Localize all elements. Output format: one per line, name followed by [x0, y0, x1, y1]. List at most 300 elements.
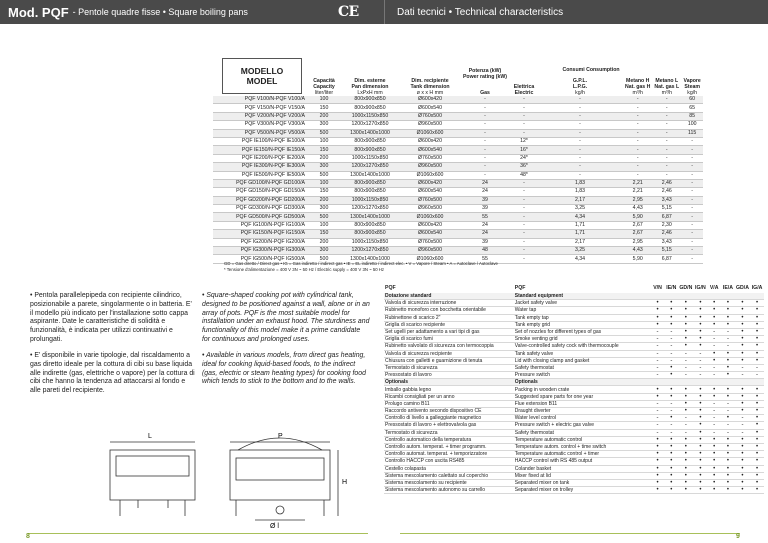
description-en-2: • Available in various models, from direct gas heating, ideal for cooking liquid-based foods, to the indirect (gas, electric or steam heating types) for cooking food which tends to stick to the bottom and to the walls. — [202, 352, 366, 386]
feature-mark: • — [678, 436, 693, 443]
gpl-header: Consumi Consumption G.P.L. L.P.G. kg/h — [562, 67, 620, 96]
feature-mark: - — [664, 357, 678, 364]
feature-en: Mixer fixed at lid — [514, 472, 651, 479]
feature-mark: - — [707, 372, 721, 379]
cell-st: 115 — [681, 129, 703, 137]
feature-mark: • — [664, 443, 678, 450]
cell-model: PQF GD200/N-PQF GD200/A — [213, 196, 309, 204]
cell-model: PQF V100/N-PQF V100/A — [213, 96, 309, 104]
table-row — [213, 247, 703, 255]
feature-mark: • — [651, 321, 665, 328]
feature-mark: • — [693, 436, 707, 443]
feature-mark: • — [664, 472, 678, 479]
feature-mark: - — [750, 372, 764, 379]
feature-en: Optionals — [514, 379, 651, 386]
cell-ml: - — [652, 163, 681, 171]
feature-row — [384, 343, 764, 350]
cell-tank: Ø1060x600 — [401, 255, 459, 263]
cell-st: 85 — [681, 112, 703, 120]
table-row — [213, 205, 703, 213]
feature-mark: • — [664, 436, 678, 443]
cell-st: - — [681, 154, 703, 162]
feature-row — [384, 379, 764, 386]
feature-mark: • — [750, 472, 764, 479]
cell-model: PQF IE300/N-PQF IE300/A — [213, 163, 309, 171]
feature-mark: • — [651, 393, 665, 400]
cell-el: - — [511, 230, 537, 238]
cell-ml: - — [652, 146, 681, 154]
features-table — [384, 283, 764, 494]
feature-mark: • — [750, 429, 764, 436]
cell-tank: Ø600x540 — [401, 104, 459, 112]
feature-it: Controllo automat. temperat. + temporizzatore — [384, 451, 514, 458]
feature-mark: • — [651, 314, 665, 321]
cell-ml: - — [652, 129, 681, 137]
feature-mark: - — [651, 328, 665, 335]
cell-dim: 800x900x850 — [339, 146, 401, 154]
feature-mark: - — [651, 408, 665, 415]
cell-model: PQF IE200/N-PQF IE200/A — [213, 154, 309, 162]
cell-st: - — [681, 238, 703, 246]
cell-dim: 1300x1400x1000 — [339, 129, 401, 137]
dims-header: Dim. esterne Pan dimension LxPxH mm — [351, 78, 389, 96]
cell-dim: 1000x1150x850 — [339, 112, 401, 120]
table-row — [213, 188, 703, 196]
cell-el: - — [511, 179, 537, 187]
cell-mh: 4,43 — [623, 247, 652, 255]
header-subtitle: - Pentole quadre fisse • Square boiling pans — [72, 7, 248, 17]
table-row — [213, 163, 703, 171]
cell-dim: 800x900x850 — [339, 179, 401, 187]
cell-mh: - — [623, 137, 652, 145]
feature-mark: - — [678, 429, 693, 436]
feature-mark: • — [678, 443, 693, 450]
feature-mark — [735, 293, 750, 300]
gas-header: Potenza (kW) Power rating (kW) Gas — [462, 68, 508, 96]
feature-mark: • — [693, 479, 707, 486]
feature-row — [384, 479, 764, 486]
version-header: IG/A — [751, 285, 763, 291]
cell-ml: - — [652, 137, 681, 145]
cell-ml: 2,46 — [652, 179, 681, 187]
cell-dim: 800x900x850 — [339, 96, 401, 104]
cell-ml: 6,87 — [652, 213, 681, 221]
feature-en: Standard equipment — [514, 293, 651, 300]
feature-mark: • — [693, 393, 707, 400]
feature-mark: • — [707, 386, 721, 393]
feature-mark: • — [721, 372, 735, 379]
feature-mark — [707, 293, 721, 300]
feature-mark: - — [735, 429, 750, 436]
cell-tank: Ø1060x600 — [401, 129, 459, 137]
cell-dim: 1300x1400x1000 — [339, 171, 401, 179]
feature-row — [384, 487, 764, 494]
model-box — [222, 58, 302, 94]
feature-mark: • — [721, 321, 735, 328]
feature-mark: - — [664, 408, 678, 415]
feature-mark: - — [735, 364, 750, 371]
cell-model: PQF V150/N-PQF V150/A — [213, 104, 309, 112]
feature-row — [384, 393, 764, 400]
feature-en: Colander basket — [514, 465, 651, 472]
version-header: IE/N — [666, 285, 677, 291]
feature-mark: • — [707, 357, 721, 364]
cell-cap: 500 — [309, 255, 339, 263]
cell-gpl: - — [537, 146, 623, 154]
cell-el: - — [511, 121, 537, 129]
feature-mark: - — [735, 422, 750, 429]
feature-row — [384, 357, 764, 364]
feature-mark — [651, 379, 665, 386]
cell-gas: 55 — [459, 213, 511, 221]
side-view-outline — [110, 450, 195, 500]
feature-en: Set of nozzles for different types of gas — [514, 328, 651, 335]
feature-it: Prolugo camino B11 — [384, 400, 514, 407]
header-title: Mod. PQF — [8, 4, 69, 20]
feature-mark: • — [664, 314, 678, 321]
footer-rule-right — [400, 533, 740, 534]
cell-tank: Ø600x420 — [401, 96, 459, 104]
feature-en: Safety thermostat — [514, 429, 651, 436]
feature-mark: • — [721, 443, 735, 450]
feature-en: Water tap — [514, 307, 651, 314]
feature-mark: • — [664, 479, 678, 486]
cell-st: - — [681, 247, 703, 255]
feature-mark: • — [664, 300, 678, 307]
feature-it: Rubinetto valvolato di sicurezza con termocoppia — [384, 343, 514, 350]
feature-mark: • — [707, 300, 721, 307]
feature-mark: - — [721, 422, 735, 429]
feature-mark: • — [707, 307, 721, 314]
feature-mark: - — [651, 400, 665, 407]
feature-row — [384, 364, 764, 371]
drawing-label-h: H — [342, 479, 348, 486]
feature-row — [384, 436, 764, 443]
feature-mark: - — [678, 350, 693, 357]
cell-ml: - — [652, 154, 681, 162]
feature-mark: • — [750, 300, 764, 307]
feature-mark: • — [693, 343, 707, 350]
cell-gpl: 2,17 — [537, 196, 623, 204]
cell-gas: 55 — [459, 255, 511, 263]
cell-dim: 800x900x850 — [339, 230, 401, 238]
feature-mark: • — [750, 321, 764, 328]
cell-st: - — [681, 137, 703, 145]
feature-mark — [750, 293, 764, 300]
feature-mark: - — [707, 400, 721, 407]
feature-mark: • — [664, 458, 678, 465]
cell-ml: - — [652, 104, 681, 112]
cell-gas: - — [459, 146, 511, 154]
cell-dim: 800x900x850 — [339, 188, 401, 196]
cell-st: 60 — [681, 96, 703, 104]
feature-row — [384, 336, 764, 343]
feature-mark: • — [664, 487, 678, 494]
feature-mark: • — [735, 472, 750, 479]
cell-cap: 500 — [309, 213, 339, 221]
cell-gas: 24 — [459, 179, 511, 187]
cell-dim: 1200x1270x850 — [339, 205, 401, 213]
feature-mark — [693, 293, 707, 300]
cell-el: - — [511, 238, 537, 246]
feature-mark: • — [707, 443, 721, 450]
cell-cap: 100 — [309, 137, 339, 145]
cell-gpl: - — [537, 129, 623, 137]
cell-gas: 39 — [459, 238, 511, 246]
cell-cap: 200 — [309, 238, 339, 246]
cell-gpl: 1,83 — [537, 179, 623, 187]
feature-en: Pressure switch — [514, 372, 651, 379]
cell-mh: 2,67 — [623, 221, 652, 229]
cell-model: PQF IG500/N-PQF IG500/A — [213, 255, 309, 263]
feature-mark: - — [651, 429, 665, 436]
cell-mh: - — [623, 154, 652, 162]
cell-st: - — [681, 230, 703, 238]
feature-it: Valvola di sicurezza interruzione — [384, 300, 514, 307]
front-view-outline — [230, 450, 330, 500]
feature-mark: • — [678, 472, 693, 479]
technical-drawing — [30, 428, 370, 528]
feature-mark: • — [721, 458, 735, 465]
feature-mark: • — [693, 458, 707, 465]
feature-mark: • — [693, 408, 707, 415]
feature-mark: - — [664, 343, 678, 350]
feature-mark: • — [651, 472, 665, 479]
cell-ml: 5,15 — [652, 247, 681, 255]
feature-mark: • — [693, 451, 707, 458]
cell-model: PQF GD300/N-PQF GD300/A — [213, 205, 309, 213]
cell-gas: - — [459, 171, 511, 179]
feature-mark: - — [664, 328, 678, 335]
cell-st: - — [681, 221, 703, 229]
feature-mark: • — [750, 451, 764, 458]
feature-mark: • — [678, 479, 693, 486]
cell-el: - — [511, 221, 537, 229]
feature-mark: - — [664, 336, 678, 343]
feature-en: Flue extension B11 — [514, 400, 651, 407]
feature-row — [384, 458, 764, 465]
cell-el: 12* — [511, 137, 537, 145]
cell-st: - — [681, 205, 703, 213]
cell-model: PQF V200/N-PQF V200/A — [213, 112, 309, 120]
feature-mark: - — [693, 364, 707, 371]
cell-dim: 1200x1270x850 — [339, 247, 401, 255]
feature-mark: • — [678, 386, 693, 393]
feature-it: Sistema mescolamento su recipiente — [384, 479, 514, 486]
feature-it: Termostato di sicurezza — [384, 364, 514, 371]
feature-mark: • — [693, 422, 707, 429]
feature-it: Sistema mescolamento calettato sul coperchio — [384, 472, 514, 479]
electric-header: Elettrica Electric — [513, 84, 535, 96]
feature-mark: • — [735, 321, 750, 328]
version-header: IE/A — [722, 285, 733, 291]
cell-tank: Ø600x420 — [401, 221, 459, 229]
feature-it: Controllo automatico della temperatura — [384, 436, 514, 443]
feature-mark: • — [750, 422, 764, 429]
feature-mark — [721, 293, 735, 300]
feature-mark: • — [651, 300, 665, 307]
feature-mark: - — [678, 372, 693, 379]
feature-it: Griglia di scarico fumi — [384, 336, 514, 343]
feature-mark: • — [735, 479, 750, 486]
cell-st: 65 — [681, 104, 703, 112]
feature-mark: • — [721, 357, 735, 364]
cell-tank: Ø960x500 — [401, 205, 459, 213]
legend-line-1: GD = Gas diretto / Direct gas • IG = Gas indiretto / indirect gas • IE = EL indiretto / indirect elec. • V = Vapore / Steam • A = Autoclave / Autoclave — [224, 261, 498, 266]
feature-mark: - — [721, 343, 735, 350]
feature-mark: • — [678, 336, 693, 343]
tank-header: Dim. recipiente Tank dimension ø x x H mm — [410, 78, 450, 96]
feature-mark: - — [707, 364, 721, 371]
feature-mark: • — [721, 350, 735, 357]
cell-tank: Ø960x500 — [401, 247, 459, 255]
feature-it: Cestello colapasta — [384, 465, 514, 472]
cell-mh: 5,90 — [623, 255, 652, 263]
feature-mark: - — [651, 350, 665, 357]
cell-cap: 200 — [309, 196, 339, 204]
feature-it: Controllo autom. temperat. + timer programm. — [384, 443, 514, 450]
feature-mark: - — [707, 328, 721, 335]
cell-ml: - — [652, 121, 681, 129]
cell-gas: 24 — [459, 221, 511, 229]
feature-mark: - — [678, 415, 693, 422]
feature-it: Termostato di sicurezza — [384, 429, 514, 436]
feature-mark: • — [693, 314, 707, 321]
feature-mark: • — [664, 372, 678, 379]
features-head-it: PQF — [385, 285, 396, 291]
feature-mark: • — [750, 487, 764, 494]
feature-mark: - — [693, 350, 707, 357]
feature-mark: • — [678, 465, 693, 472]
cell-ml: 2,46 — [652, 188, 681, 196]
feature-mark: • — [750, 400, 764, 407]
description-en-1: • Square-shaped cooking pot with cylindrical tank, designed to be positioned against a wall, alone or in an array of pots. PQF is the most suitable model for installation under an exhaust hood. The sturdiness and functionality of this model make it a prime candidate for continuous and prolonged uses. — [202, 292, 370, 343]
feature-row — [384, 386, 764, 393]
feature-mark — [664, 293, 678, 300]
cell-dim: 1200x1270x850 — [339, 121, 401, 129]
cell-model: PQF GD500/N-PQF GD500/A — [213, 213, 309, 221]
version-header: V/N — [653, 285, 662, 291]
cell-cap: 500 — [309, 129, 339, 137]
methane-l-header: Metano L Nat. gas L m³/h — [654, 78, 680, 96]
cell-mh: - — [623, 129, 652, 137]
feature-mark: • — [693, 472, 707, 479]
cell-gpl: - — [537, 171, 623, 179]
cell-st: - — [681, 255, 703, 263]
features-head-en: PQF — [514, 285, 526, 291]
version-header: IG/N — [695, 285, 706, 291]
feature-mark — [721, 379, 735, 386]
page-number-left: 8 — [26, 533, 30, 540]
cell-gpl: - — [537, 121, 623, 129]
feature-mark: • — [707, 350, 721, 357]
cell-ml: 3,43 — [652, 238, 681, 246]
cell-cap: 100 — [309, 96, 339, 104]
legend-line-2: * Tensione d'alimentazione = 400 V 3N ~ 50 Hz / Electric supply = 400 V 3N ~ 50 Hz — [224, 266, 385, 272]
feature-mark: - — [651, 357, 665, 364]
feature-mark: • — [651, 386, 665, 393]
feature-mark: • — [721, 300, 735, 307]
table-row — [213, 221, 703, 229]
cell-model: PQF IG100/N-PQF IG100/A — [213, 221, 309, 229]
cell-dim: 1000x1150x850 — [339, 238, 401, 246]
drawing-label-dia: Ø l — [270, 523, 279, 528]
feature-mark: • — [721, 487, 735, 494]
feature-mark: • — [721, 472, 735, 479]
feature-mark: • — [735, 436, 750, 443]
feature-mark: - — [678, 364, 693, 371]
feature-mark: • — [750, 408, 764, 415]
table-row — [213, 196, 703, 204]
feature-mark: • — [664, 393, 678, 400]
cell-mh: - — [623, 171, 652, 179]
feature-mark: • — [735, 451, 750, 458]
feature-en: Safety thermostat — [514, 364, 651, 371]
table-row — [213, 137, 703, 145]
feature-row — [384, 307, 764, 314]
feature-mark: - — [721, 336, 735, 343]
cell-tank: Ø600x540 — [401, 188, 459, 196]
cell-mh: 4,43 — [623, 205, 652, 213]
feature-mark: - — [707, 336, 721, 343]
feature-mark: • — [721, 386, 735, 393]
feature-mark: • — [735, 400, 750, 407]
cell-model: PQF V500/N-PQF V500/A — [213, 129, 309, 137]
feature-mark: • — [693, 336, 707, 343]
feature-row — [384, 400, 764, 407]
cell-gpl: - — [537, 163, 623, 171]
table-row — [213, 179, 703, 187]
feature-mark: • — [707, 314, 721, 321]
feature-mark: - — [707, 422, 721, 429]
feature-mark: • — [693, 487, 707, 494]
cell-st: - — [681, 163, 703, 171]
cell-st: - — [681, 179, 703, 187]
feature-it: Optionals — [384, 379, 514, 386]
feature-mark: • — [750, 386, 764, 393]
cell-model: PQF GD100/N-PQF GD100/A — [213, 179, 309, 187]
feature-mark: • — [693, 443, 707, 450]
feature-mark: • — [693, 307, 707, 314]
feature-mark: - — [707, 343, 721, 350]
cell-st: 100 — [681, 121, 703, 129]
cell-dim: 1300x1400x1000 — [339, 213, 401, 221]
feature-mark: • — [651, 487, 665, 494]
feature-en: Temperature automatic control + timer — [514, 451, 651, 458]
cell-tank: Ø600x540 — [401, 146, 459, 154]
feature-mark: • — [707, 479, 721, 486]
cell-model: PQF IG200/N-PQF IG200/A — [213, 238, 309, 246]
feature-mark: • — [735, 328, 750, 335]
cell-mh: - — [623, 104, 652, 112]
cell-el: - — [511, 255, 537, 263]
power-group-header: Potenza (kW) Power rating (kW) — [462, 68, 508, 80]
feature-mark: • — [707, 472, 721, 479]
page-number-right: 9 — [736, 533, 740, 540]
cell-dim: 800x900x850 — [339, 221, 401, 229]
feature-mark: • — [750, 307, 764, 314]
feature-mark — [707, 379, 721, 386]
feature-mark: • — [750, 415, 764, 422]
feature-mark: - — [721, 408, 735, 415]
feature-en: Tank empty tap — [514, 314, 651, 321]
feature-row — [384, 415, 764, 422]
feature-mark: • — [707, 451, 721, 458]
cell-ml: 5,15 — [652, 205, 681, 213]
feature-mark: • — [678, 451, 693, 458]
cell-gpl: 4,34 — [537, 255, 623, 263]
cell-gpl: 3,25 — [537, 247, 623, 255]
